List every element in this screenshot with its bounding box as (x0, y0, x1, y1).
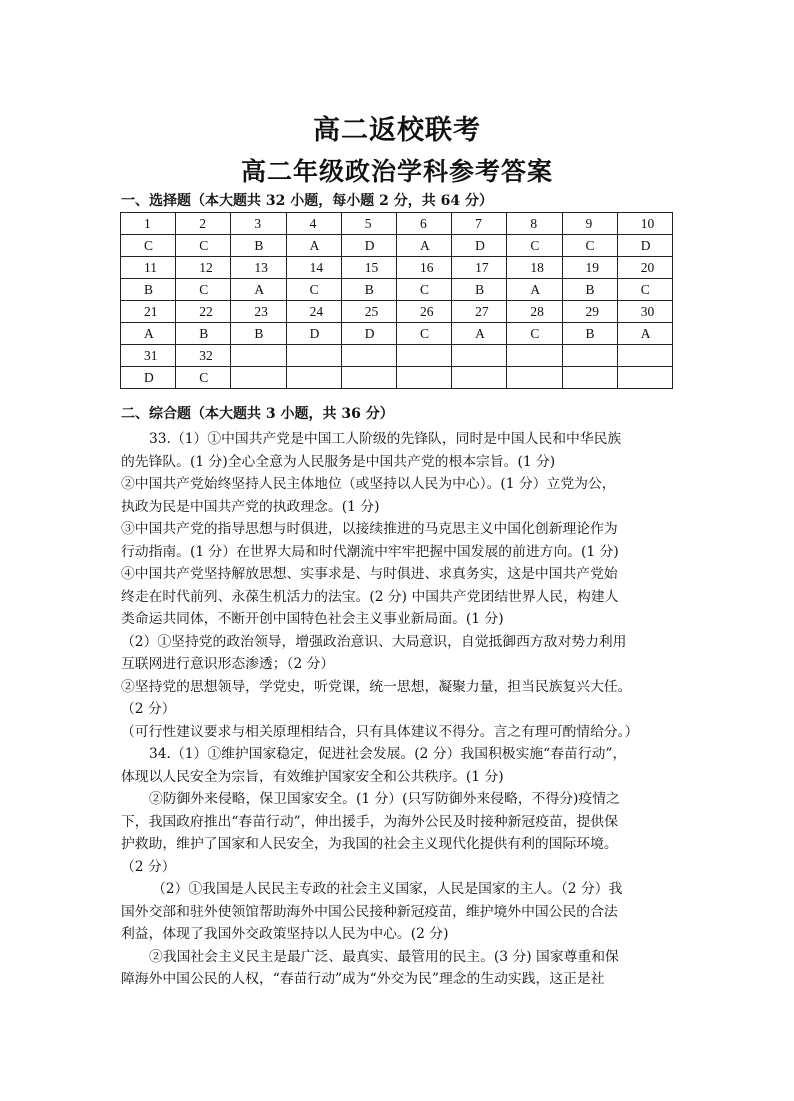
question-number-cell: 9 (562, 213, 617, 235)
answer-table-row (121, 257, 673, 279)
answer-letter-cell: A (396, 235, 451, 257)
question-number-cell (562, 345, 617, 367)
text-line: 互联网进行意识形态渗透；（2 分） (121, 656, 335, 672)
question-number-cell: 31 (121, 345, 176, 367)
question-number-cell: 28 (507, 301, 562, 323)
answer-table-row (121, 367, 673, 389)
answer-letter-cell (507, 367, 562, 389)
question-number-cell: 32 (176, 345, 231, 367)
answer-letter-cell: C (176, 367, 231, 389)
text-line: （2）①我国是人民民主专政的社会主义国家，人民是国家的主人。（2 分）我 (152, 881, 623, 897)
question-number-cell: 12 (176, 257, 231, 279)
answer-letter-cell: A (507, 279, 562, 301)
answer-letter-cell: C (562, 235, 617, 257)
question-number-cell: 27 (452, 301, 507, 323)
answer-letter-cell: B (562, 279, 617, 301)
answer-letter-cell: D (452, 235, 507, 257)
text-line: 利益，体现了我国外交政策坚持以人民为中心。(2 分) (121, 926, 449, 942)
question-number-cell: 21 (121, 301, 176, 323)
text-line: 终走在时代前列、永葆生机活力的法宝。(2 分) 中国共产党团结世界人民，构建人 (121, 588, 619, 605)
text-line: 障海外中国公民的人权，“春苗行动”成为“外交为民”理念的生动实践，这正是社 (121, 971, 605, 987)
question-number-cell (452, 345, 507, 367)
text-line: 行动指南。(1 分）在世界大局和时代潮流中牢牢把握中国发展的前进方向。(1 分) (121, 543, 619, 560)
section-2-heading: 二、综合题（本大题共 3 小题，共 36 分） (121, 406, 394, 422)
answer-letter-cell (286, 367, 341, 389)
question-number-cell: 16 (396, 257, 451, 279)
question-number-cell: 5 (341, 213, 396, 235)
answer-letter-cell: C (396, 279, 451, 301)
answer-letter-cell: C (507, 235, 562, 257)
text-line: （2）①坚持党的政治领导，增强政治意识、大局意识，自觉抵御西方敌对势力利用 (121, 633, 627, 650)
answer-letter-cell: C (396, 323, 451, 345)
text-line: （2 分） (121, 858, 176, 875)
answer-letter-cell: A (617, 323, 672, 345)
text-line: 国外交部和驻外使领馆帮助海外中国公民接种新冠疫苗，维护境外中国公民的合法 (121, 903, 618, 920)
question-number-cell: 15 (341, 257, 396, 279)
question-number-cell (341, 345, 396, 367)
question-number-cell: 14 (286, 257, 341, 279)
question-number-cell: 13 (231, 257, 286, 279)
text-line: 体现以人民安全为宗旨，有效维护国家安全和公共秩序。(1 分) (121, 768, 504, 785)
text-line: 33.（1）①中国共产党是中国工人阶级的先锋队，同时是中国人民和中华民族 (149, 431, 622, 447)
question-number-cell (617, 345, 672, 367)
answer-letter-cell: B (121, 279, 176, 301)
question-number-cell: 30 (617, 301, 672, 323)
essay-answers (121, 428, 681, 991)
question-number-cell: 20 (617, 257, 672, 279)
text-line: 下，我国政府推出“春苗行动”，伸出援手，为海外公民及时接种新冠疫苗，提供保 (121, 813, 618, 830)
answer-letter-cell: D (341, 235, 396, 257)
text-line: （2 分） (121, 701, 176, 717)
answer-letter-cell: B (452, 279, 507, 301)
text-line: （可行性建议要求与相关原理相结合，只有具体建议不得分。言之有理可酌情给分。） (121, 723, 639, 740)
question-number-cell: 29 (562, 301, 617, 323)
question-number-cell: 18 (507, 257, 562, 279)
question-number-cell: 3 (231, 213, 286, 235)
answer-letter-cell: A (286, 235, 341, 257)
answer-letter-cell: C (121, 235, 176, 257)
question-number-cell: 23 (231, 301, 286, 323)
document-subtitle: 高二年级政治学科参考答案 (240, 157, 553, 186)
question-number-cell: 24 (286, 301, 341, 323)
answer-table-row (121, 323, 673, 345)
answer-letter-cell: B (231, 323, 286, 345)
answer-table-row (121, 213, 673, 235)
text-line: 执政为民是中国共产党的执政理念。(1 分) (121, 498, 380, 515)
answer-table-row (121, 345, 673, 367)
answer-table-row (121, 235, 673, 257)
question-number-cell (231, 345, 286, 367)
text-line: 护救助，维护了国家和人民安全，为我国的社会主义现代化提供有利的国际环境。 (121, 836, 618, 852)
text-line: ②坚持党的思想领导，学党史，听党课，统一思想，凝聚力量，担当民族复兴大任。 (121, 678, 632, 695)
text-line: ②防御外来侵略，保卫国家安全。(1 分）(只写防御外来侵略，不得分)疫情之 (149, 791, 620, 807)
text-line: ②我国社会主义民主是最广泛、最真实、最管用的民主。(3 分) 国家尊重和保 (149, 948, 619, 965)
answer-letter-cell: D (121, 367, 176, 389)
answer-letter-cell (341, 367, 396, 389)
answer-letter-cell (231, 367, 286, 389)
section-1-heading: 一、选择题（本大题共 32 小题，每小题 2 分，共 64 分） (121, 193, 493, 209)
question-number-cell: 22 (176, 301, 231, 323)
answer-letter-cell (396, 367, 451, 389)
answer-letter-cell: C (286, 279, 341, 301)
answer-letter-cell (562, 367, 617, 389)
question-number-cell: 11 (121, 257, 176, 279)
answer-letter-cell: C (617, 279, 672, 301)
question-number-cell: 8 (507, 213, 562, 235)
answer-letter-cell: D (341, 323, 396, 345)
answer-letter-cell: B (176, 323, 231, 345)
question-number-cell: 10 (617, 213, 672, 235)
answer-letter-cell (452, 367, 507, 389)
answer-letter-cell: A (121, 323, 176, 345)
question-number-cell: 26 (396, 301, 451, 323)
question-number-cell: 19 (562, 257, 617, 279)
text-line: 类命运共同体，不断开创中国特色社会主义事业新局面。(1 分) (121, 611, 504, 627)
text-line: ②中国共产党始终坚持人民主体地位（或坚持以人民为中心）。(1 分）立党为公， (121, 476, 616, 492)
answer-letter-cell: B (231, 235, 286, 257)
question-number-cell: 6 (396, 213, 451, 235)
answer-table-row (121, 301, 673, 323)
answer-letter-cell: A (231, 279, 286, 301)
question-number-cell (507, 345, 562, 367)
answer-letter-cell: D (286, 323, 341, 345)
question-number-cell: 17 (452, 257, 507, 279)
answer-key-table (120, 212, 673, 389)
answer-letter-cell: D (617, 235, 672, 257)
question-number-cell (396, 345, 451, 367)
text-line: 34.（1）①维护国家稳定，促进社会发展。(2 分）我国积极实施“春苗行动”， (149, 746, 627, 762)
question-number-cell: 7 (452, 213, 507, 235)
answer-letter-cell (617, 367, 672, 389)
answer-letter-cell: C (507, 323, 562, 345)
document-title: 高二返校联考 (313, 115, 481, 146)
question-number-cell: 2 (176, 213, 231, 235)
answer-letter-cell: C (176, 279, 231, 301)
text-line: ③中国共产党的指导思想与时俱进，以接续推进的马克思主义中国化创新理论作为 (121, 521, 618, 537)
answer-letter-cell: B (562, 323, 617, 345)
question-number-cell: 25 (341, 301, 396, 323)
question-number-cell (286, 345, 341, 367)
question-number-cell: 1 (121, 213, 176, 235)
text-line: 的先锋队。(1 分)全心全意为人民服务是中国共产党的根本宗旨。(1 分) (121, 453, 556, 470)
answer-letter-cell: C (176, 235, 231, 257)
answer-table-row (121, 279, 673, 301)
text-line: ④中国共产党坚持解放思想、实事求是、与时俱进、求真务实，这是中国共产党始 (121, 566, 618, 582)
question-number-cell: 4 (286, 213, 341, 235)
answer-letter-cell: B (341, 279, 396, 301)
answer-letter-cell: A (452, 323, 507, 345)
